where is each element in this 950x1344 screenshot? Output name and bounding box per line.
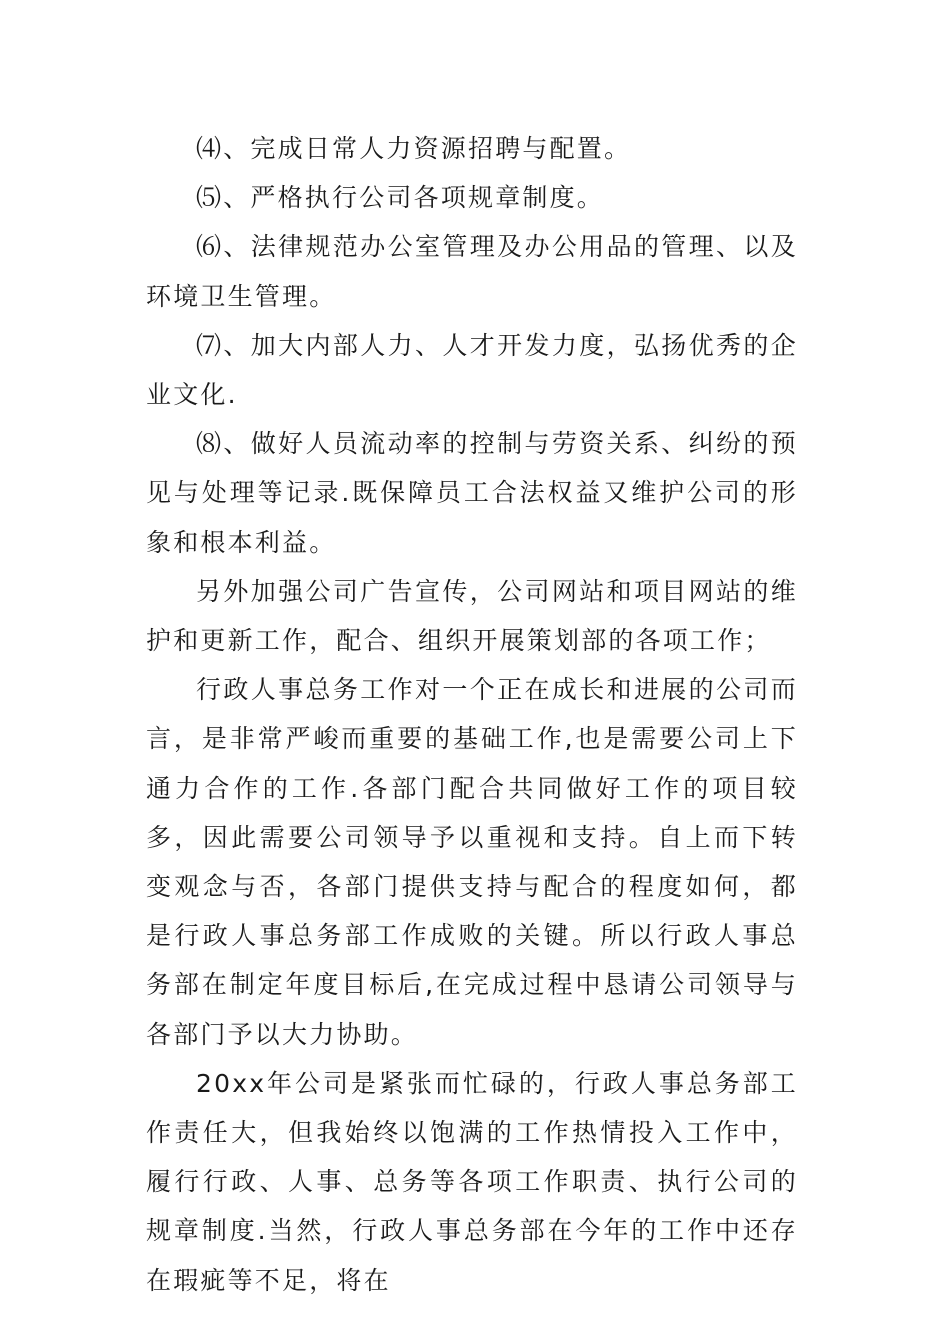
paragraph-item-6: ⑹、法律规范办公室管理及办公用品的管理、以及环境卫生管理。 <box>146 232 798 311</box>
paragraph-item-7: ⑺、加大内部人力、人才开发力度，弘扬优秀的企业文化. <box>146 330 798 410</box>
paragraph-publicity: 另外加强公司广告宣传，公司网站和项目网站的维护和更新工作，配合、组织开展策划部的各项工作； <box>146 576 798 656</box>
paragraph-item-4: ⑷、完成日常人力资源招聘与配置。 <box>196 134 632 163</box>
paragraph-item-8: ⑻、做好人员流动率的控制与劳资关系、纠纷的预见与处理等记录.既保障员工合法权益又维护公司的形象和根本利益。 <box>146 429 798 557</box>
document-body <box>146 124 798 1305</box>
paragraph-importance: 行政人事总务工作对一个正在成长和进展的公司而言，是非常严峻而重要的基础工作,也是需要公司上下通力合作的工作.各部门配合共同做好工作的项目较多，因此需要公司领导予以重视和支持。自上而下转变观念与否，各部门提供支持与配合的程度如何，都是行政人事总务部工作成败的关键。所以行政人事总务部在制定年度目标后,在完成过程中恳请公司领导与各部门予以大力协助。 <box>146 675 798 1049</box>
paragraph-year-summary: 20xx年公司是紧张而忙碌的，行政人事总务部工作责任大，但我始终以饱满的工作热情投入工作中，履行行政、人事、总务等各项工作职责、执行公司的规章制度.当然，行政人事总务部在今年的工作中还存在瑕疵等不足，将在 <box>146 1068 798 1295</box>
paragraph-item-5: ⑸、严格执行公司各项规章制度。 <box>196 183 605 213</box>
